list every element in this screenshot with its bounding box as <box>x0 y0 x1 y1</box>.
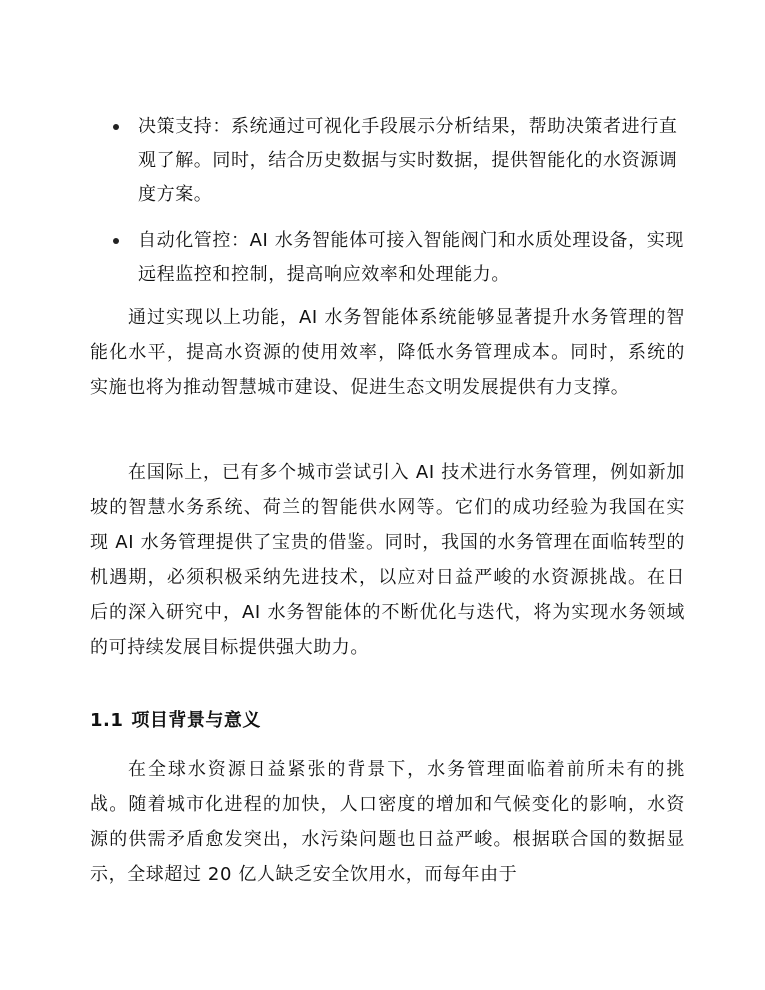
bullet-list <box>110 110 685 304</box>
bullet-separator: ： <box>231 230 250 251</box>
bullet-label: 自动化管控 <box>138 230 231 251</box>
section-title: 项目背景与意义 <box>131 710 261 731</box>
bullet-dot-icon <box>113 238 119 244</box>
paragraph-international: 在国际上，已有多个城市尝试引入 AI 技术进行水务管理，例如新加坡的智慧水务系统、荷兰的智能供水网等。它们的成功经验为我国在实现 AI 水务管理提供了宝贵的借鉴。同时，我国的水务管理在面临转型的机遇期，必须积极采纳先进技术，以应对日益严峻的水资源挑战。在日后的深入研究中，AI 水务智能体的不断优化与迭代，将为实现水务领域的可持续发展目标提供强大助力。 <box>90 462 685 658</box>
list-item <box>110 110 685 212</box>
section-number: 1.1 <box>90 710 124 731</box>
bullet-text: AI 水务智能体可接入智能阀门和水质处理设备，实现远程监控和控制，提高响应效率和处理能力。 <box>138 230 684 285</box>
bullet-text: 系统通过可视化手段展示分析结果，帮助决策者进行直观了解。同时，结合历史数据与实时数据，提供智能化的水资源调度方案。 <box>138 116 678 205</box>
paragraph-summary: 通过实现以上功能，AI 水务智能体系统能够显著提升水务管理的智能化水平，提高水资源的使用效率，降低水务管理成本。同时，系统的实施也将为推动智慧城市建设、促进生态文明发展提供有力支撑。 <box>90 307 685 398</box>
bullet-dot-icon <box>113 124 119 130</box>
paragraph-background: 在全球水资源日益紧张的背景下，水务管理面临着前所未有的挑战。随着城市化进程的加快，人口密度的增加和气候变化的影响，水资源的供需矛盾愈发突出，水污染问题也日益严峻。根据联合国的数据显示，全球超过 20 亿人缺乏安全饮用水，而每年由于 <box>90 759 685 885</box>
bullet-separator: ： <box>212 116 232 137</box>
list-item <box>110 224 685 292</box>
section-heading <box>90 706 261 736</box>
bullet-label: 决策支持 <box>138 116 213 137</box>
